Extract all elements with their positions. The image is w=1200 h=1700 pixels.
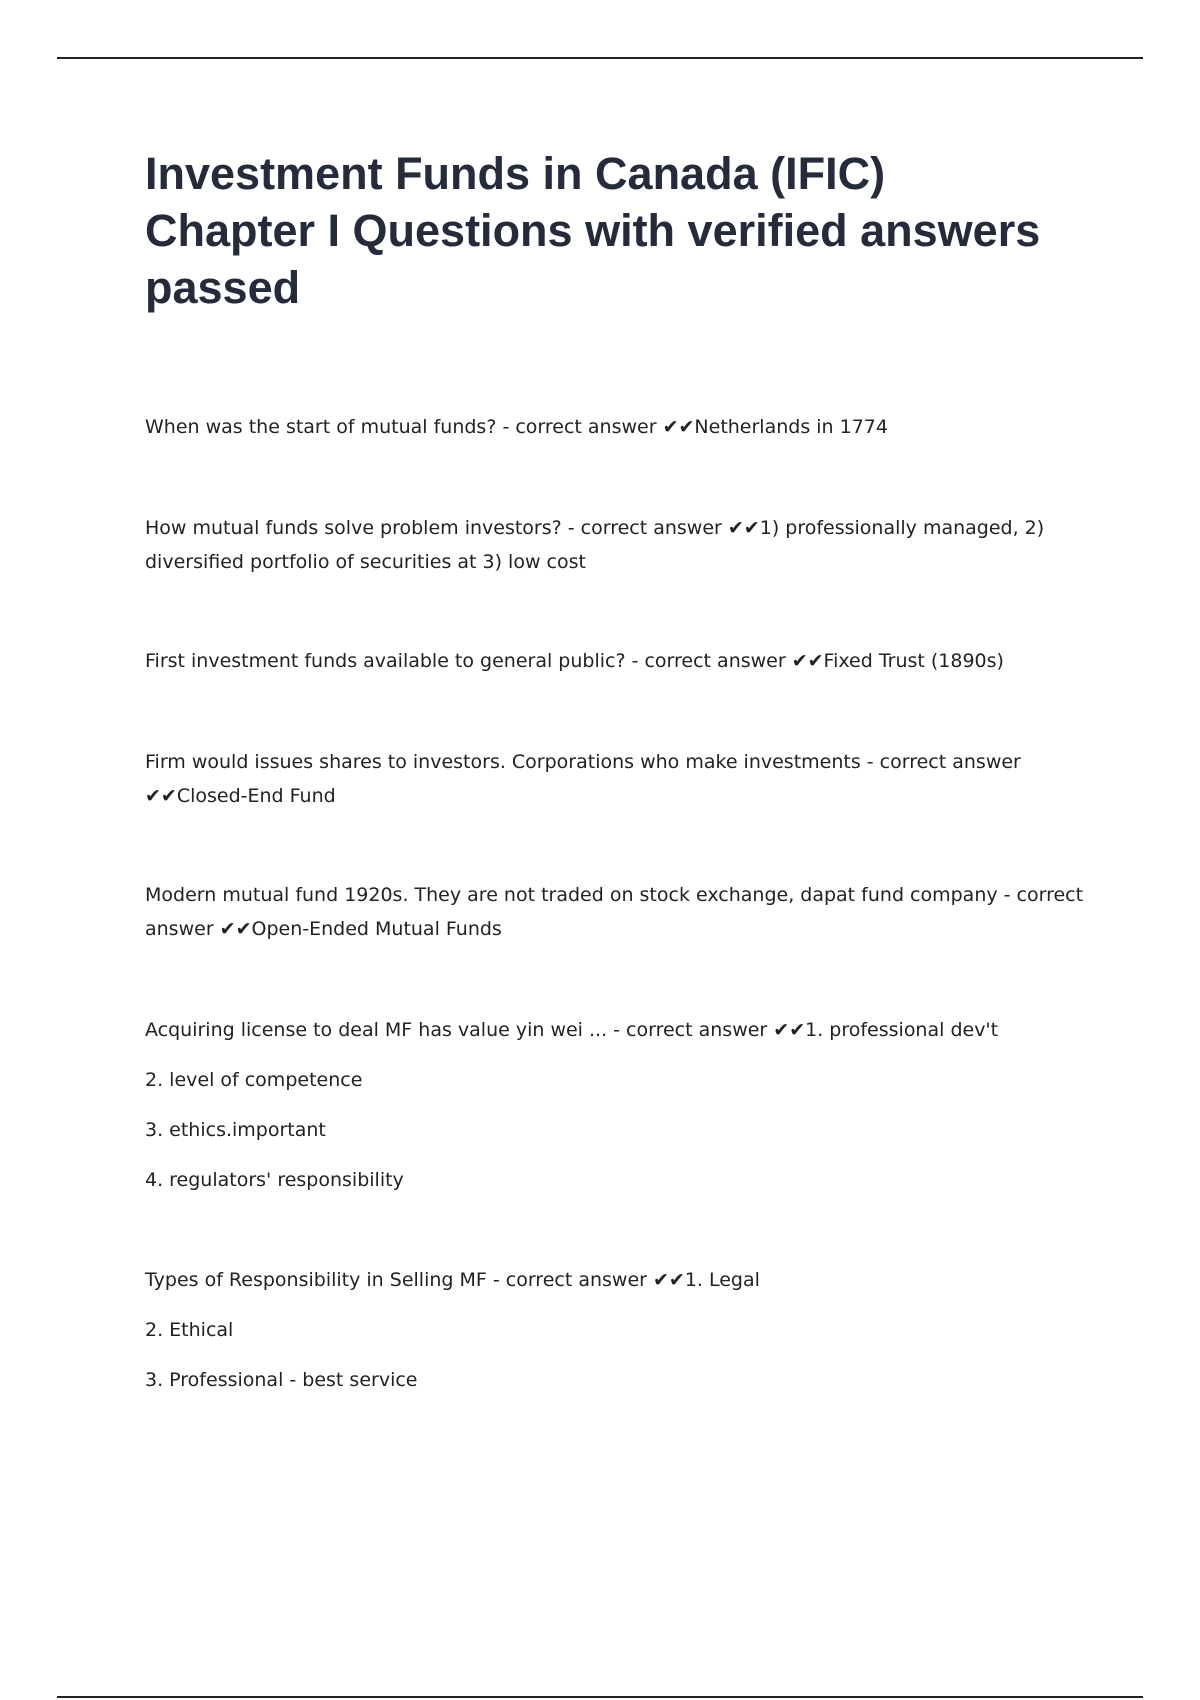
document-title: Investment Funds in Canada (IFIC) Chapter I Questions with verified answers passed — [145, 148, 1041, 313]
answer-list-item: 3. ethics.important — [145, 1119, 326, 1141]
qa-question-answer: Acquiring license to deal MF has value yin wei ... - correct answer ✔✔1. professional dev't — [145, 1019, 999, 1041]
qa-item — [145, 410, 1085, 444]
qa-item — [145, 745, 1085, 813]
qa-question-answer: When was the start of mutual funds? - correct answer ✔✔Netherlands in 1774 — [145, 416, 888, 438]
bottom-divider — [57, 1696, 1143, 1698]
top-divider — [57, 57, 1143, 59]
answer-list-item: 4. regulators' responsibility — [145, 1169, 404, 1191]
qa-question-answer: First investment funds available to general public? - correct answer ✔✔Fixed Trust (1890s) — [145, 650, 1004, 672]
qa-item — [145, 1013, 1085, 1197]
qa-item — [145, 511, 1085, 579]
qa-question-answer: How mutual funds solve problem investors? - correct answer ✔✔1) professionally managed, 2) diversified portfolio of securities at 3) low cost — [145, 517, 1045, 573]
qa-item — [145, 1263, 1085, 1397]
qa-question-answer: Firm would issues shares to investors. Corporations who make investments - correct answer ✔✔Closed-End Fund — [145, 751, 1021, 807]
answer-list-item: 3. Professional - best service — [145, 1369, 418, 1391]
qa-item — [145, 644, 1085, 678]
qa-item — [145, 878, 1085, 946]
qa-question-answer: Modern mutual fund 1920s. They are not traded on stock exchange, dapat fund company - correct answer ✔✔Open-Ended Mutual Funds — [145, 884, 1084, 940]
answer-list-item: 2. Ethical — [145, 1319, 234, 1341]
answer-list-item: 2. level of competence — [145, 1069, 363, 1091]
qa-question-answer: Types of Responsibility in Selling MF - correct answer ✔✔1. Legal — [145, 1269, 760, 1291]
